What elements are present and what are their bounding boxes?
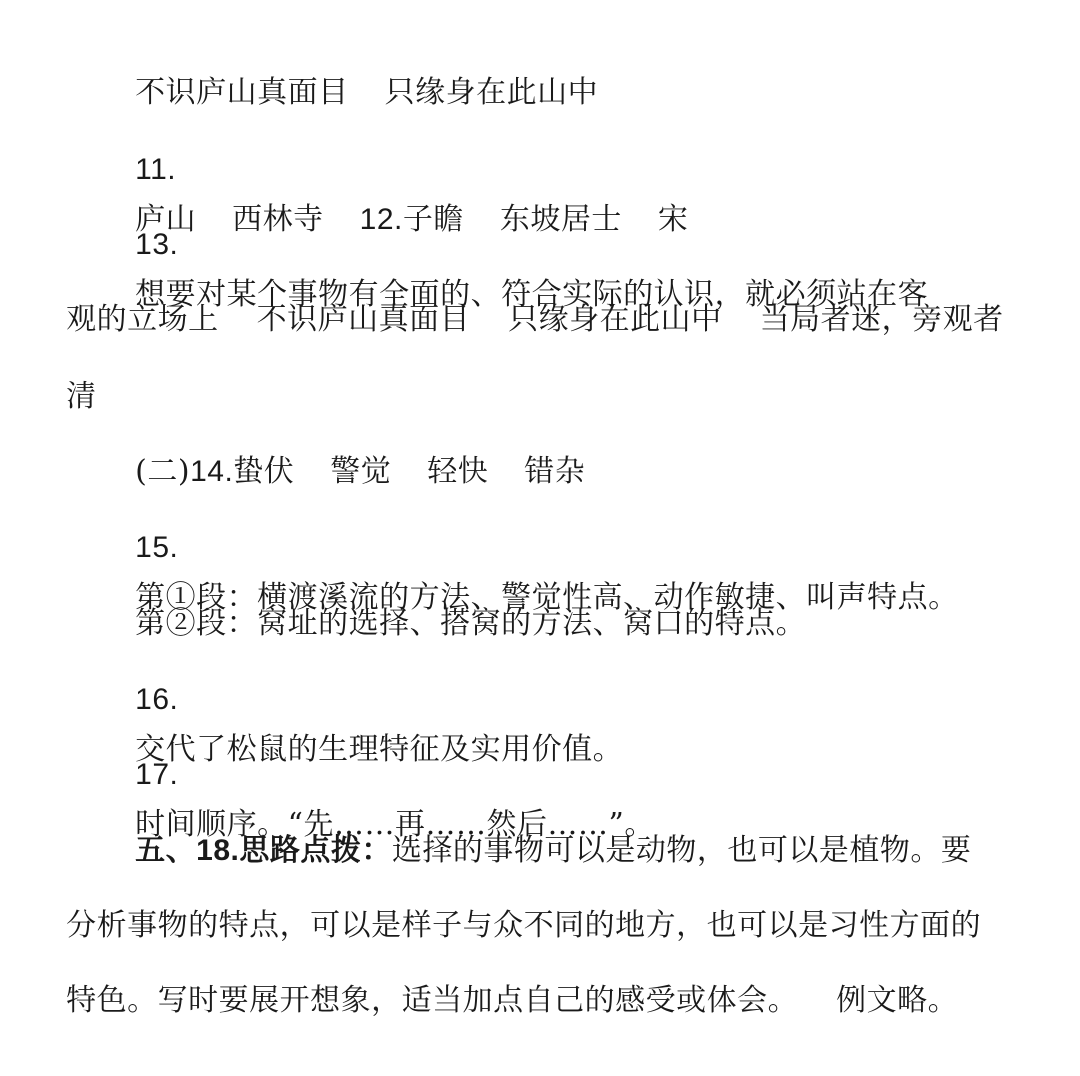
answer-13-part-c: 只缘身在此山中 [508, 302, 722, 337]
question-number-12: 12. [359, 203, 403, 236]
answer-16-text: 交代了松鼠的生理特征及实用价值。 [135, 732, 624, 767]
answer-13-part-b: 不识庐山真面目 [256, 302, 471, 337]
answer-12-b: 东坡居士 [499, 202, 622, 237]
answer-14-a: 蛰伏 [233, 454, 295, 489]
answer-16 [95, 625, 1032, 767]
answer-18-line-2 [26, 851, 1032, 943]
question-number-17: 17. [135, 758, 179, 791]
answer-13-line-1 [95, 170, 1032, 312]
answer-11-b: 西林寺 [232, 202, 324, 237]
question-number-16: 16. [135, 683, 179, 716]
answer-17-text: 时间顺序。“先……再……然后……”。 [135, 807, 655, 842]
answer-13-line-3 [26, 322, 1032, 414]
answer-18-line-3 [26, 926, 1032, 1018]
hint-label: 思路点拨： [239, 833, 392, 868]
poem-line-2: 只缘身在此山中 [384, 75, 599, 110]
answer-13-tail: 清 [66, 379, 97, 414]
poem-line-1: 不识庐山真面目 [135, 75, 349, 110]
question-number-14: 14. [190, 455, 234, 488]
question-number-15: 15. [135, 531, 179, 564]
answer-15-line-2 [95, 549, 1032, 641]
question-number-18: 18. [196, 834, 240, 867]
answer-12-c: 宋 [657, 202, 689, 237]
answer-15-para-1: 第①段：横渡溪流的方法、警觉性高、动作敏捷、叫声特点。 [135, 580, 959, 615]
answer-12-a: 子瞻 [402, 202, 464, 237]
answer-line-poem [95, 18, 1032, 110]
answer-13-part-a: 观的立场上 [66, 302, 219, 337]
answer-13-line-2 [26, 245, 1032, 337]
answer-18-text-1: 选择的事物可以是动物，也可以是植物。要 [391, 833, 972, 868]
answer-18-text-3: 特色。写时要展开想象，适当加点自己的感受或体会。 [66, 983, 799, 1018]
answer-13-text: 想要对某个事物有全面的、符合实际的认识，就必须站在客 [135, 277, 929, 312]
answer-15-line-1 [95, 473, 1032, 615]
answer-14 [95, 397, 1032, 489]
sample-essay-omitted: 例文略。 [836, 983, 959, 1018]
answer-18-line-1 [95, 776, 1032, 868]
question-number-11: 11. [135, 153, 177, 186]
answer-11-12 [95, 95, 1032, 237]
answer-15-para-2: 第②段：窝址的选择、搭窝的方法、窝口的特点。 [135, 606, 807, 641]
answer-14-b: 警觉 [330, 454, 392, 489]
answer-13-part-d: 当局者迷，旁观者 [759, 302, 1004, 337]
answer-14-d: 错杂 [524, 454, 586, 489]
answer-11-a: 庐山 [135, 202, 197, 237]
section-marker-2: (二) [135, 454, 191, 489]
answer-14-c: 轻快 [427, 454, 489, 489]
answer-18-text-2: 分析事物的特点，可以是样子与众不同的地方，也可以是习性方面的 [66, 908, 982, 943]
question-number-13: 13. [135, 228, 179, 261]
answer-17 [95, 700, 1032, 842]
section-heading-5: 五、 [135, 833, 197, 868]
